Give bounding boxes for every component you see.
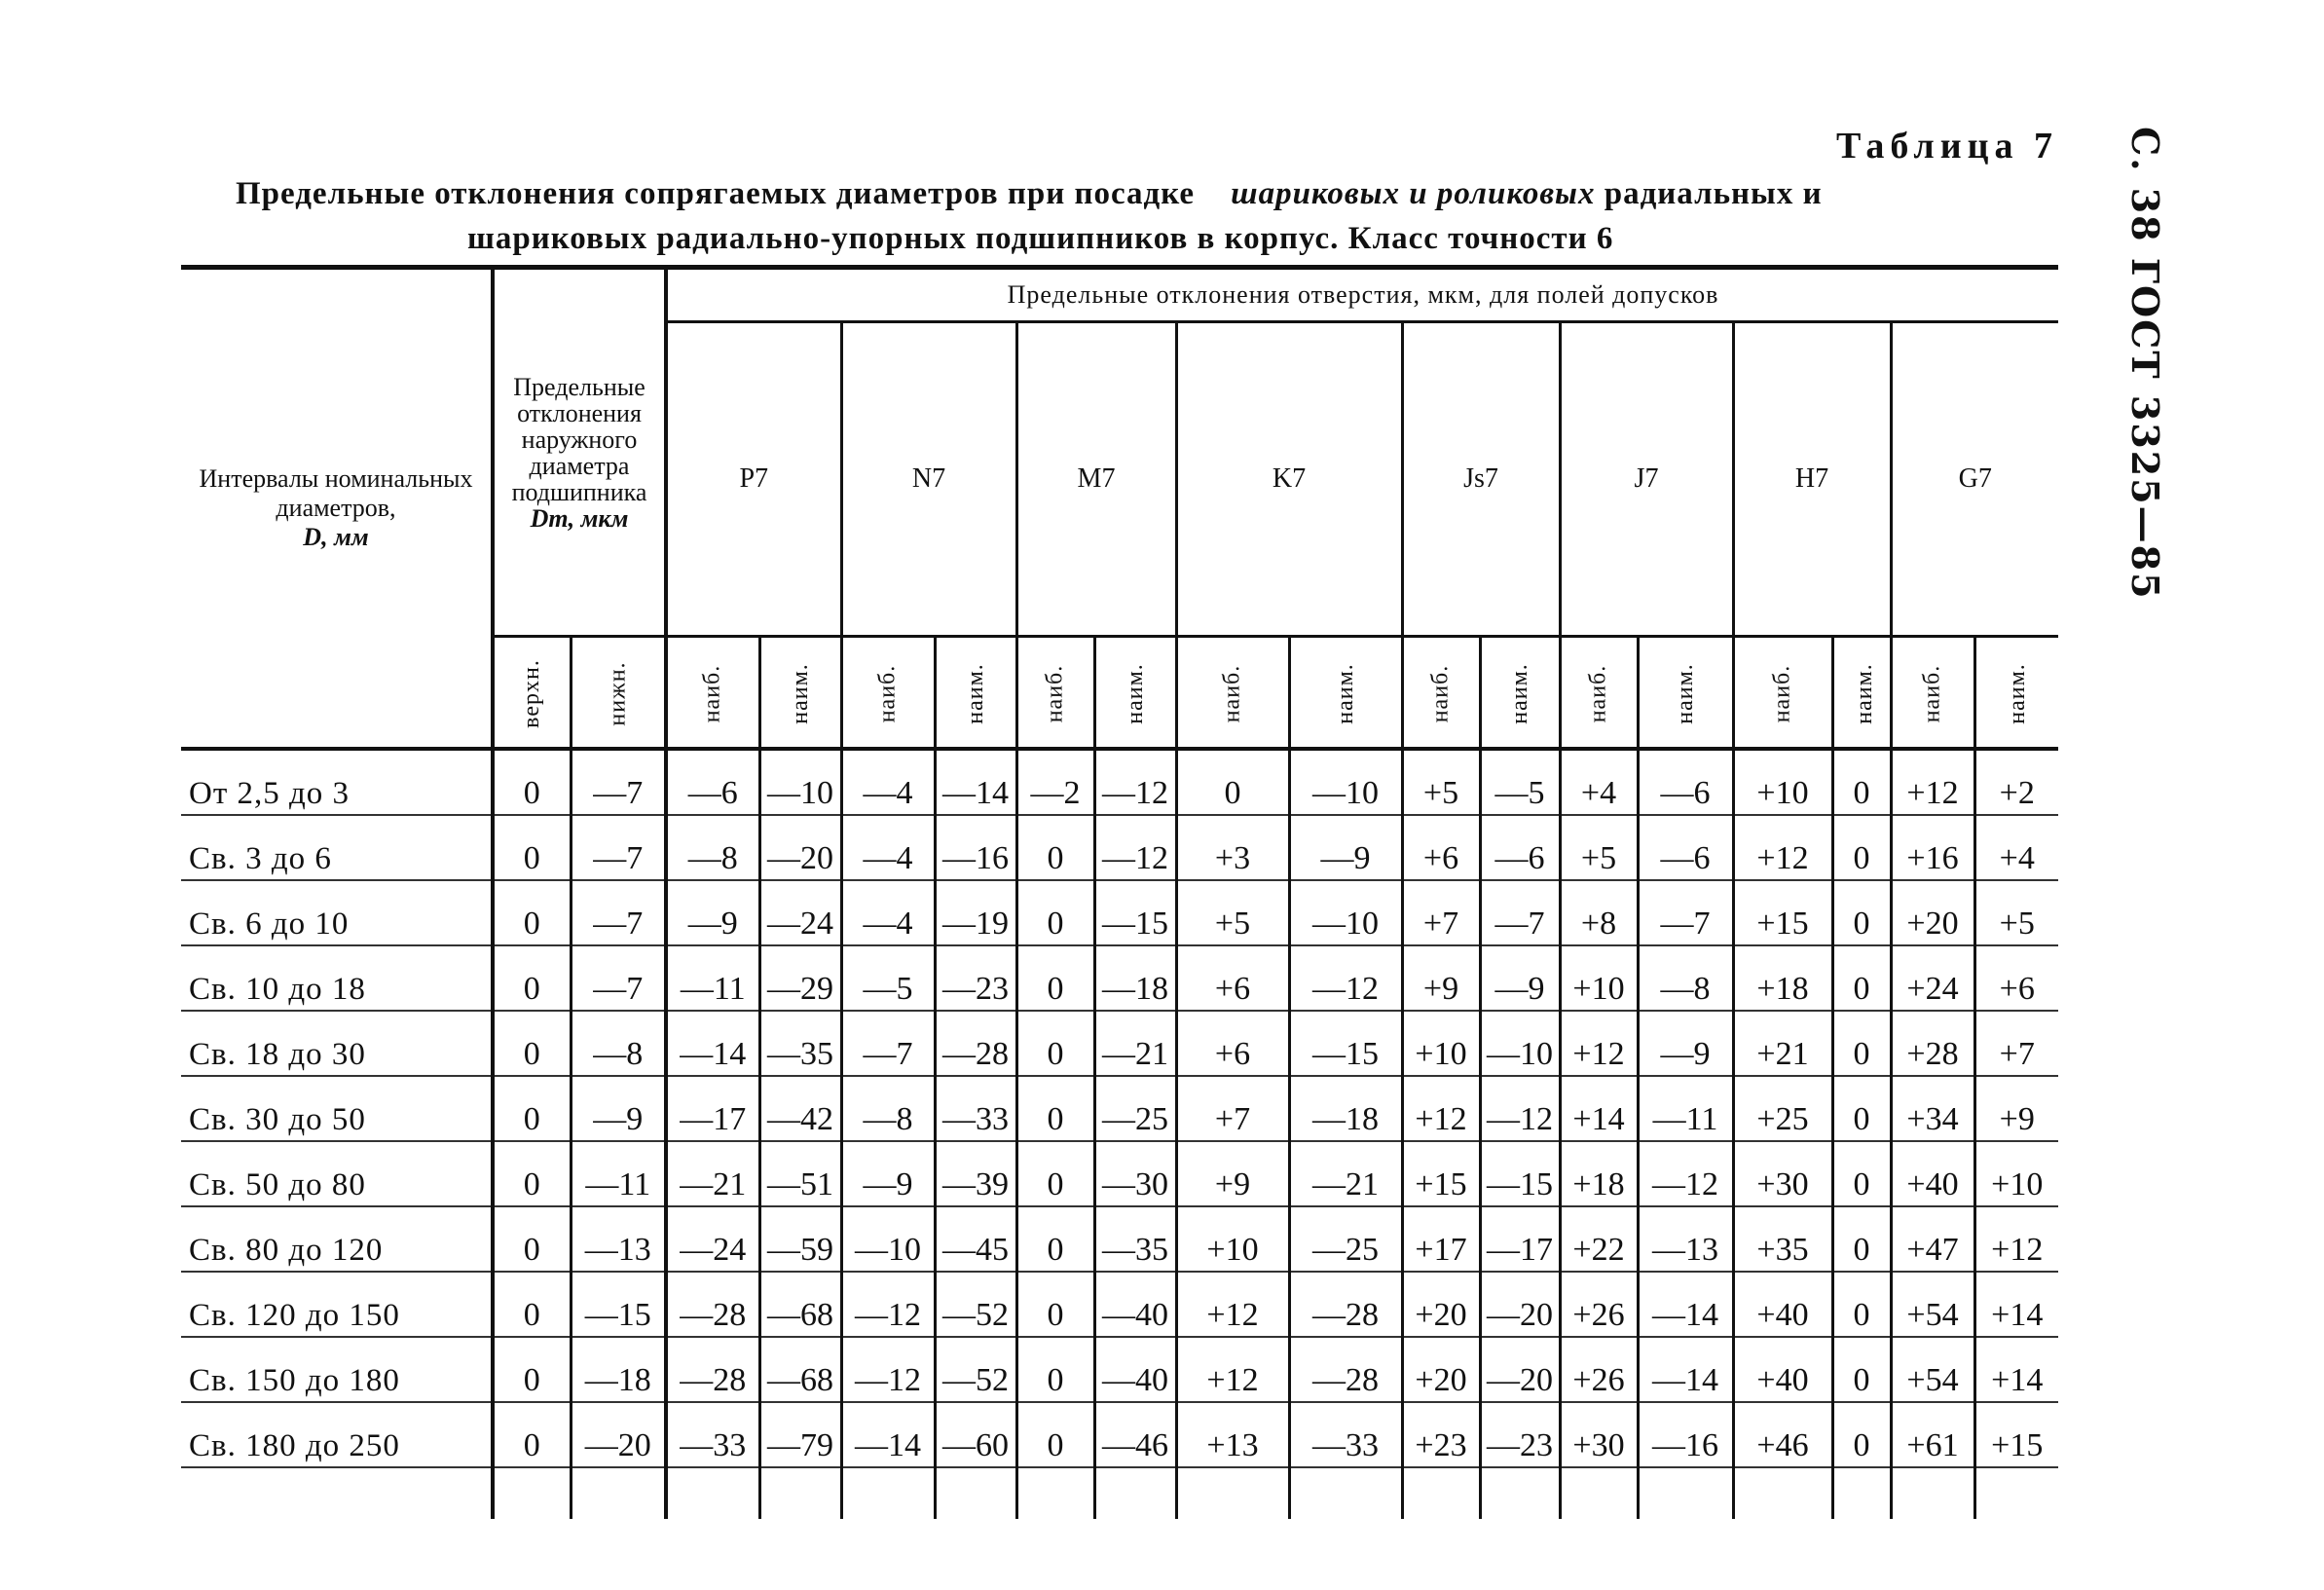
- value-cell: —14: [666, 1011, 759, 1076]
- value-cell: +8: [1560, 880, 1638, 945]
- value-cell: +7: [1402, 880, 1480, 945]
- value-cell: +7: [1176, 1076, 1289, 1141]
- value-cell: 0: [1016, 1076, 1094, 1141]
- value-cell: +35: [1733, 1206, 1832, 1272]
- value-cell: —14: [935, 749, 1016, 815]
- value-cell: —10: [1289, 880, 1402, 945]
- tail-cell: [759, 1467, 841, 1519]
- value-cell: +5: [1560, 815, 1638, 880]
- value-cell: +25: [1733, 1076, 1832, 1141]
- interval-cell: Св. 3 до 6: [181, 815, 493, 880]
- value-cell: +40: [1733, 1337, 1832, 1402]
- value-cell: —4: [841, 880, 935, 945]
- value-cell: —33: [935, 1076, 1016, 1141]
- value-cell: —40: [1094, 1272, 1176, 1337]
- value-cell: —8: [1638, 945, 1733, 1011]
- interval-cell: Св. 10 до 18: [181, 945, 493, 1011]
- table-row: [181, 815, 2058, 880]
- value-cell: +6: [1176, 1011, 1289, 1076]
- value-cell: +26: [1560, 1337, 1638, 1402]
- tail-cell: [1638, 1467, 1733, 1519]
- value-cell: —28: [935, 1011, 1016, 1076]
- value-cell: +22: [1560, 1206, 1638, 1272]
- subheader-max: наиб.: [874, 664, 901, 723]
- value-cell: +9: [1176, 1141, 1289, 1206]
- value-cell: —7: [571, 945, 666, 1011]
- interval-cell: От 2,5 до 3: [181, 749, 493, 815]
- value-cell: —7: [571, 815, 666, 880]
- value-cell: +15: [1733, 880, 1832, 945]
- value-cell: —19: [935, 880, 1016, 945]
- value-cell: 0: [493, 1141, 571, 1206]
- value-cell: +20: [1891, 880, 1974, 945]
- value-cell: —10: [1289, 749, 1402, 815]
- header-dm-label: Предельные отклонения наружного диаметра подшипника: [511, 372, 647, 506]
- value-cell: —52: [935, 1337, 1016, 1402]
- value-cell: +54: [1891, 1272, 1974, 1337]
- value-cell: 0: [1176, 749, 1289, 815]
- value-cell: —2: [1016, 749, 1094, 815]
- header-interval-label: Интервалы номинальных диаметров,: [199, 464, 473, 522]
- tail-cell: [1560, 1467, 1638, 1519]
- value-cell: —7: [1480, 880, 1560, 945]
- subheader-max: наиб.: [1919, 664, 1945, 723]
- value-cell: +6: [1974, 945, 2058, 1011]
- value-cell: —13: [571, 1206, 666, 1272]
- caption-part-c: радиальных и: [1604, 176, 1823, 211]
- value-cell: 0: [1832, 1272, 1891, 1337]
- value-cell: +14: [1974, 1337, 2058, 1402]
- value-cell: +5: [1974, 880, 2058, 945]
- value-cell: +12: [1974, 1206, 2058, 1272]
- value-cell: —29: [759, 945, 841, 1011]
- interval-cell: Св. 80 до 120: [181, 1206, 493, 1272]
- value-cell: 0: [493, 749, 571, 815]
- value-cell: +17: [1402, 1206, 1480, 1272]
- field-header: Js7: [1402, 322, 1560, 637]
- table-row: [181, 880, 2058, 945]
- value-cell: —5: [1480, 749, 1560, 815]
- value-cell: +13: [1176, 1402, 1289, 1467]
- value-cell: 0: [1016, 1206, 1094, 1272]
- value-cell: +4: [1974, 815, 2058, 880]
- tail-cell: [841, 1467, 935, 1519]
- value-cell: —9: [666, 880, 759, 945]
- subheader-lower: нижн.: [605, 661, 631, 726]
- value-cell: —16: [935, 815, 1016, 880]
- value-cell: —52: [935, 1272, 1016, 1337]
- value-cell: —15: [1480, 1141, 1560, 1206]
- value-cell: —24: [666, 1206, 759, 1272]
- field-header: K7: [1176, 322, 1402, 637]
- value-cell: +6: [1176, 945, 1289, 1011]
- value-cell: —24: [759, 880, 841, 945]
- tail-cell: [935, 1467, 1016, 1519]
- value-cell: +30: [1560, 1402, 1638, 1467]
- value-cell: —46: [1094, 1402, 1176, 1467]
- value-cell: +2: [1974, 749, 2058, 815]
- value-cell: 0: [1016, 1337, 1094, 1402]
- value-cell: —17: [666, 1076, 759, 1141]
- tail-cell: [571, 1467, 666, 1519]
- interval-cell: Св. 180 до 250: [181, 1402, 493, 1467]
- value-cell: +10: [1560, 945, 1638, 1011]
- value-cell: 0: [1832, 1076, 1891, 1141]
- value-cell: —15: [1094, 880, 1176, 945]
- value-cell: 0: [1832, 1402, 1891, 1467]
- value-cell: 0: [493, 1206, 571, 1272]
- table-caption: [224, 171, 2054, 261]
- table-row: [181, 1141, 2058, 1206]
- interval-cell: Св. 6 до 10: [181, 880, 493, 945]
- value-cell: 0: [493, 815, 571, 880]
- value-cell: 0: [1016, 1141, 1094, 1206]
- tail-cell: [1016, 1467, 1094, 1519]
- value-cell: +12: [1402, 1076, 1480, 1141]
- tail-cell: [1176, 1467, 1289, 1519]
- value-cell: +54: [1891, 1337, 1974, 1402]
- value-cell: —18: [1289, 1076, 1402, 1141]
- value-cell: —5: [841, 945, 935, 1011]
- value-cell: —17: [1480, 1206, 1560, 1272]
- value-cell: 0: [1832, 1337, 1891, 1402]
- tail-cell: [1402, 1467, 1480, 1519]
- value-cell: +10: [1733, 749, 1832, 815]
- subheader-max: наиб.: [1042, 664, 1068, 723]
- value-cell: —13: [1638, 1206, 1733, 1272]
- page-side-header: С. 38 ГОСТ 3325—85: [2123, 127, 2167, 601]
- value-cell: —6: [1638, 749, 1733, 815]
- value-cell: 0: [493, 1337, 571, 1402]
- value-cell: +34: [1891, 1076, 1974, 1141]
- value-cell: —12: [1094, 749, 1176, 815]
- value-cell: 0: [1016, 1011, 1094, 1076]
- value-cell: 0: [1832, 1141, 1891, 1206]
- value-cell: —79: [759, 1402, 841, 1467]
- value-cell: 0: [493, 880, 571, 945]
- table-row: [181, 1337, 2058, 1402]
- value-cell: —11: [571, 1141, 666, 1206]
- header-dm: [493, 268, 666, 637]
- value-cell: —12: [1289, 945, 1402, 1011]
- value-cell: +15: [1402, 1141, 1480, 1206]
- table-tail-row: [181, 1467, 2058, 1519]
- table-row: [181, 1402, 2058, 1467]
- value-cell: +10: [1176, 1206, 1289, 1272]
- field-header: M7: [1016, 322, 1176, 637]
- value-cell: 0: [1016, 1402, 1094, 1467]
- value-cell: —15: [1289, 1011, 1402, 1076]
- value-cell: —8: [571, 1011, 666, 1076]
- interval-cell: Св. 150 до 180: [181, 1337, 493, 1402]
- value-cell: —59: [759, 1206, 841, 1272]
- value-cell: —18: [1094, 945, 1176, 1011]
- value-cell: —23: [1480, 1402, 1560, 1467]
- value-cell: +40: [1891, 1141, 1974, 1206]
- subheader-max: наиб.: [1427, 664, 1454, 723]
- value-cell: —45: [935, 1206, 1016, 1272]
- value-cell: +23: [1402, 1402, 1480, 1467]
- value-cell: —42: [759, 1076, 841, 1141]
- subheader-upper: верхн.: [518, 659, 544, 728]
- value-cell: —28: [666, 1272, 759, 1337]
- value-cell: —8: [841, 1076, 935, 1141]
- table-label: Таблица 7: [1835, 126, 2058, 166]
- subheader-min: наим.: [1672, 663, 1698, 724]
- value-cell: —9: [571, 1076, 666, 1141]
- value-cell: —14: [841, 1402, 935, 1467]
- header-dm-unit: Dm, мкм: [530, 503, 629, 533]
- header-span-title: Предельные отклонения отверстия, мкм, для полей допусков: [666, 268, 2058, 322]
- value-cell: —10: [841, 1206, 935, 1272]
- value-cell: 0: [1832, 749, 1891, 815]
- value-cell: +47: [1891, 1206, 1974, 1272]
- value-cell: +12: [1176, 1272, 1289, 1337]
- value-cell: —8: [666, 815, 759, 880]
- value-cell: 0: [1016, 1272, 1094, 1337]
- value-cell: 0: [1832, 815, 1891, 880]
- value-cell: 0: [493, 1402, 571, 1467]
- value-cell: —20: [1480, 1272, 1560, 1337]
- value-cell: +21: [1733, 1011, 1832, 1076]
- table-row: [181, 1011, 2058, 1076]
- value-cell: +14: [1560, 1076, 1638, 1141]
- tail-cell: [1289, 1467, 1402, 1519]
- value-cell: 0: [493, 1011, 571, 1076]
- value-cell: 0: [493, 1076, 571, 1141]
- value-cell: —30: [1094, 1141, 1176, 1206]
- tail-cell: [1094, 1467, 1176, 1519]
- tail-cell: [181, 1467, 493, 1519]
- field-header: H7: [1733, 322, 1891, 637]
- value-cell: —12: [1638, 1141, 1733, 1206]
- value-cell: +12: [1176, 1337, 1289, 1402]
- table-row: [181, 1076, 2058, 1141]
- value-cell: —9: [1480, 945, 1560, 1011]
- value-cell: —4: [841, 815, 935, 880]
- value-cell: —20: [1480, 1337, 1560, 1402]
- value-cell: +20: [1402, 1272, 1480, 1337]
- tolerance-table: [181, 265, 2058, 1519]
- value-cell: +6: [1402, 815, 1480, 880]
- value-cell: —14: [1638, 1272, 1733, 1337]
- value-cell: +7: [1974, 1011, 2058, 1076]
- subheader-max: наиб.: [1585, 664, 1611, 723]
- value-cell: —6: [1638, 815, 1733, 880]
- value-cell: +16: [1891, 815, 1974, 880]
- value-cell: +12: [1560, 1011, 1638, 1076]
- value-cell: —33: [666, 1402, 759, 1467]
- tail-cell: [493, 1467, 571, 1519]
- caption-line-2: шариковых радиально-упорных подшипников в корпус. Класс точности 6: [467, 221, 1614, 256]
- subheader-min: наим.: [1122, 663, 1148, 724]
- subheader-min: наим.: [1851, 663, 1877, 724]
- tail-cell: [1832, 1467, 1891, 1519]
- value-cell: —12: [841, 1272, 935, 1337]
- value-cell: 0: [1832, 1011, 1891, 1076]
- value-cell: —10: [759, 749, 841, 815]
- value-cell: —12: [1480, 1076, 1560, 1141]
- value-cell: +9: [1974, 1076, 2058, 1141]
- interval-cell: Св. 30 до 50: [181, 1076, 493, 1141]
- value-cell: —40: [1094, 1337, 1176, 1402]
- subheader-max: наиб.: [1219, 664, 1245, 723]
- value-cell: 0: [1016, 815, 1094, 880]
- value-cell: 0: [1016, 880, 1094, 945]
- value-cell: +14: [1974, 1272, 2058, 1337]
- value-cell: 0: [493, 1272, 571, 1337]
- value-cell: —12: [841, 1337, 935, 1402]
- table-row: [181, 945, 2058, 1011]
- value-cell: +3: [1176, 815, 1289, 880]
- value-cell: —11: [1638, 1076, 1733, 1141]
- value-cell: —68: [759, 1337, 841, 1402]
- caption-part-b: шариковых и роликовых: [1231, 176, 1596, 211]
- value-cell: —21: [666, 1141, 759, 1206]
- interval-cell: Св. 50 до 80: [181, 1141, 493, 1206]
- table-row: [181, 1272, 2058, 1337]
- tail-cell: [1891, 1467, 1974, 1519]
- field-header: N7: [841, 322, 1016, 637]
- value-cell: —51: [759, 1141, 841, 1206]
- caption-part-a: Предельные отклонения сопрягаемых диаметров при посадке: [236, 176, 1196, 211]
- field-header: G7: [1891, 322, 2058, 637]
- value-cell: —28: [666, 1337, 759, 1402]
- value-cell: +24: [1891, 945, 1974, 1011]
- value-cell: +5: [1176, 880, 1289, 945]
- value-cell: +9: [1402, 945, 1480, 1011]
- value-cell: +18: [1560, 1141, 1638, 1206]
- caption-line-1: [224, 171, 2054, 216]
- subheader-min: наим.: [787, 663, 813, 724]
- value-cell: —39: [935, 1141, 1016, 1206]
- value-cell: —16: [1638, 1402, 1733, 1467]
- tail-cell: [1480, 1467, 1560, 1519]
- value-cell: —20: [759, 815, 841, 880]
- value-cell: —7: [571, 880, 666, 945]
- value-cell: —25: [1289, 1206, 1402, 1272]
- value-cell: 0: [1832, 880, 1891, 945]
- value-cell: 0: [1832, 945, 1891, 1011]
- value-cell: +46: [1733, 1402, 1832, 1467]
- value-cell: —60: [935, 1402, 1016, 1467]
- value-cell: —28: [1289, 1272, 1402, 1337]
- interval-cell: Св. 120 до 150: [181, 1272, 493, 1337]
- value-cell: +40: [1733, 1272, 1832, 1337]
- tail-cell: [666, 1467, 759, 1519]
- field-header: P7: [666, 322, 841, 637]
- value-cell: +12: [1891, 749, 1974, 815]
- value-cell: —9: [841, 1141, 935, 1206]
- value-cell: —6: [666, 749, 759, 815]
- value-cell: —11: [666, 945, 759, 1011]
- value-cell: —14: [1638, 1337, 1733, 1402]
- value-cell: —4: [841, 749, 935, 815]
- value-cell: —15: [571, 1272, 666, 1337]
- subheader-max: наиб.: [1769, 664, 1795, 723]
- tail-cell: [1733, 1467, 1832, 1519]
- table-row: [181, 1206, 2058, 1272]
- subheader-min: наим.: [2004, 663, 2030, 724]
- value-cell: —33: [1289, 1402, 1402, 1467]
- value-cell: —9: [1638, 1011, 1733, 1076]
- subheader-max: наиб.: [699, 664, 725, 723]
- value-cell: +26: [1560, 1272, 1638, 1337]
- value-cell: +12: [1733, 815, 1832, 880]
- header-interval: [181, 268, 493, 750]
- value-cell: 0: [1832, 1206, 1891, 1272]
- value-cell: —23: [935, 945, 1016, 1011]
- value-cell: —25: [1094, 1076, 1176, 1141]
- value-cell: +15: [1974, 1402, 2058, 1467]
- table-row: [181, 749, 2058, 815]
- value-cell: +18: [1733, 945, 1832, 1011]
- subheader-min: наим.: [1506, 663, 1532, 724]
- interval-cell: Св. 18 до 30: [181, 1011, 493, 1076]
- value-cell: —28: [1289, 1337, 1402, 1402]
- value-cell: —9: [1289, 815, 1402, 880]
- value-cell: +61: [1891, 1402, 1974, 1467]
- value-cell: —21: [1094, 1011, 1176, 1076]
- subheader-min: наим.: [1332, 663, 1358, 724]
- value-cell: 0: [1016, 945, 1094, 1011]
- value-cell: 0: [493, 945, 571, 1011]
- table-body: [181, 749, 2058, 1519]
- value-cell: —10: [1480, 1011, 1560, 1076]
- value-cell: —20: [571, 1402, 666, 1467]
- value-cell: —6: [1480, 815, 1560, 880]
- field-header: J7: [1560, 322, 1733, 637]
- value-cell: +10: [1402, 1011, 1480, 1076]
- value-cell: +28: [1891, 1011, 1974, 1076]
- header-interval-unit: D, мм: [303, 523, 369, 551]
- value-cell: —35: [759, 1011, 841, 1076]
- tail-cell: [1974, 1467, 2058, 1519]
- value-cell: +4: [1560, 749, 1638, 815]
- value-cell: —18: [571, 1337, 666, 1402]
- value-cell: +20: [1402, 1337, 1480, 1402]
- value-cell: —7: [571, 749, 666, 815]
- value-cell: —12: [1094, 815, 1176, 880]
- value-cell: +10: [1974, 1141, 2058, 1206]
- value-cell: —21: [1289, 1141, 1402, 1206]
- value-cell: —35: [1094, 1206, 1176, 1272]
- value-cell: +5: [1402, 749, 1480, 815]
- value-cell: —7: [841, 1011, 935, 1076]
- value-cell: —7: [1638, 880, 1733, 945]
- value-cell: +30: [1733, 1141, 1832, 1206]
- subheader-min: наим.: [962, 663, 988, 724]
- value-cell: —68: [759, 1272, 841, 1337]
